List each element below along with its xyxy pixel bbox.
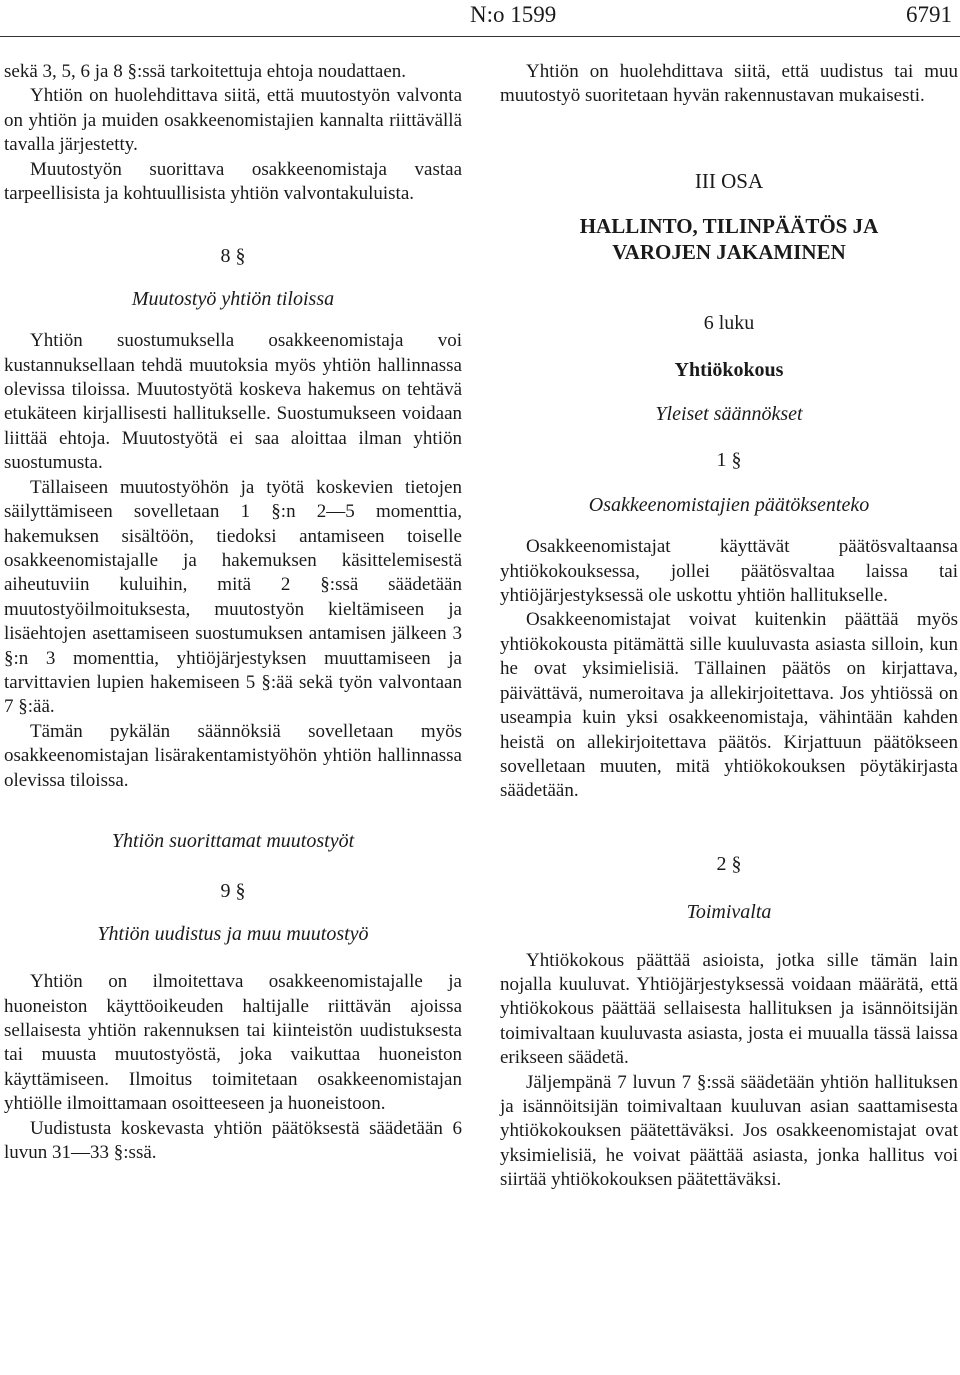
group-title: Yleiset säännökset [655, 403, 803, 426]
paragraph: Yhtiön on huolehdittava siitä, että muutostyön valvonta on yhtiön ja muiden osakkeenomistajien kannalta riittävällä tavalla järjestetty. [4, 85, 462, 156]
page-header [0, 0, 960, 28]
paragraph: Muutostyön suorittava osakkeenomistaja vastaa tarpeellisista ja kohtuullisista yhtiön valvontakuluista. [4, 158, 462, 205]
part-title-line-2: VAROJEN JAKAMINEN [612, 240, 846, 265]
section-number: 1 § [716, 449, 742, 472]
paragraph: sekä 3, 5, 6 ja 8 §:ssä tarkoitettuja ehtoja noudattaen. [4, 61, 407, 82]
paragraph: Tällaiseen muutostyöhön ja työtä koskevien tietojen säilyttämiseen sovelletaan 1 §:n 2—5 momenttia, hakemuksen sisältöön, tiedoksi antamiseen toiselle osakkeenomistajalle ja hakemuksen käsittelemisestä aiheutuviin kuluihin, mitä 2 §:ssä säädetään muutostyöilmoituksesta, muutostyön kieltämiseen ja lisäehtojen asettamiseen suostumuksen antamisen jälkeen 3 §:n 3 momenttia, yhtiöjärjestyksen muuttamiseen ja tarvittavien lupien hakemiseen 5 §:ää sekä työn valvontaan 7 §:ää. [4, 476, 462, 718]
paragraph: Osakkeenomistajat käyttävät päätösvaltaansa yhtiökokouksessa, jollei päätösvaltaa laissa tai yhtiöjärjestyksessä ole uskottu yhtiön hallitukselle. [500, 536, 958, 607]
section-number: 9 § [220, 880, 246, 903]
paragraph: Yhtiön on huolehdittava siitä, että uudistus tai muu muutostyö suoritetaan hyvän rakennustavan mukaisesti. [500, 61, 958, 107]
section-title: Yhtiön uudistus ja muu muutostyö [97, 922, 369, 945]
document-number: N:o 1599 [470, 2, 557, 27]
paragraph: Osakkeenomistajat voivat kuitenkin päättää myös yhtiökokousta pitämättä sille kuuluvasta asiasta silloin, kun he ovat yksimielisiä. Tällainen päätös on kirjattava, päivättävä, numeroitava ja allekirjoitettava. Jos yhtiössä on useampia kuin yksi osakkeenomistaja, vähintään kahden heistä on allekirjoitettava päätös. Kirjattuun päätökseen sovelletaan muuten, mitä yhtiökokouksen pöytäkirjasta säädetään. [500, 609, 958, 802]
section-number: 8 § [220, 245, 246, 268]
section-title: Osakkeenomistajien päätöksenteko [588, 493, 870, 516]
paragraph: Yhtiökokous päättää asioista, jotka sille tämän lain nojalla kuuluvat. Yhtiöjärjestyksessä voidaan määrätä, että yhtiökokous päättää sellaisesta hallituksen ja isännöitsijän toimivaltaan kuuluvasta asiasta, josta ei muualla tässä laissa erikseen säädetä. [500, 949, 958, 1069]
paragraph: Jäljempänä 7 luvun 7 §:ssä säädetään yhtiön hallituksen ja isännöitsijän toimivaltaan kuuluvan asian saattamisesta yhtiökokouksen päätettäväksi. Jos osakkeenomistajat ovat yksimielisiä, he voivat päättää asiasta, jonka hallitus voi siirtää yhtiökokouksen päätettäväksi. [500, 1071, 958, 1191]
paragraph: Uudistusta koskevasta yhtiön päätöksestä säädetään 6 luvun 31—33 §:ssä. [4, 1117, 462, 1164]
header-rule [0, 36, 960, 37]
chapter-title: Yhtiökokous [674, 358, 784, 381]
paragraph: Tämän pykälän säännöksiä sovelletaan myös osakkeenomistajan lisärakentamistyöhön yhtiön hallinnassa olevissa tiloissa. [4, 720, 462, 791]
part-number: III OSA [694, 168, 764, 193]
section-number: 2 § [716, 852, 742, 875]
chapter-number: 6 luku [703, 312, 755, 335]
group-title: Yhtiön suorittamat muutostyöt [111, 829, 355, 852]
part-title-line-1: HALLINTO, TILINPÄÄTÖS JA [579, 214, 879, 239]
page-number: 6791 [906, 2, 952, 27]
right-column [500, 60, 958, 1193]
left-column [4, 60, 462, 1165]
paragraph: Yhtiön on ilmoitettava osakkeenomistajalle ja huoneiston käyttöoikeuden haltijalle riittävän ajoissa sellaisesta yhtiön rakennuksen tai kiinteistön uudistuksesta tai muusta muutostyöstä, joka vaikuttaa huoneiston käyttämiseen. Ilmoitus toimitetaan osakkeenomistajan yhtiölle ilmoittamaan osoitteeseen ja huoneistoon. [4, 971, 462, 1115]
section-title: Muutostyö yhtiön tiloissa [131, 287, 335, 310]
section-title: Toimivalta [686, 901, 772, 924]
paragraph: Yhtiön suostumuksella osakkeenomistaja voi kustannuksellaan tehdä muutoksia myös yhtiön hallinnassa olevissa tiloissa. Muutostyötä koskeva hakemus on tehtävä etukäteen kirjallisesti hallitukselle. Suostumukseen voidaan liittää ehtoja. Muutostyötä ei saa aloittaa ilman yhtiön suostumusta. [4, 330, 462, 474]
